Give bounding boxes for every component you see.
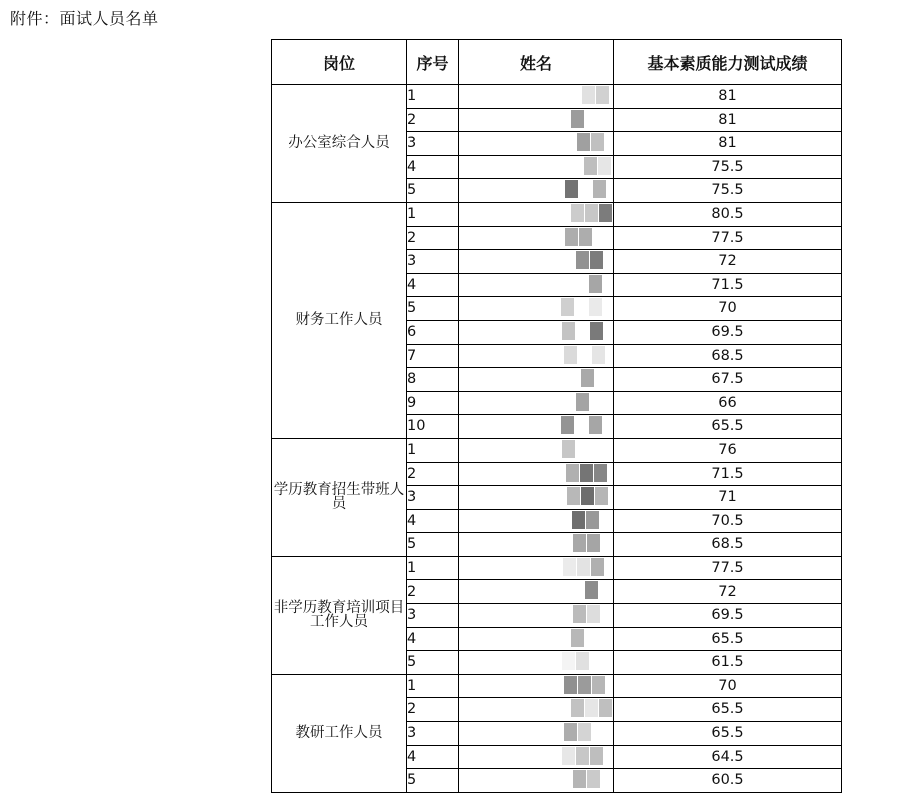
redacted-name-cell <box>459 674 614 698</box>
score-cell: 70 <box>614 674 842 698</box>
redacted-name-cell <box>459 627 614 651</box>
redacted-name-cell <box>459 509 614 533</box>
score-cell: 72 <box>614 250 842 274</box>
seq-cell: 5 <box>407 533 459 557</box>
score-cell: 61.5 <box>614 651 842 675</box>
pixelated-redaction <box>567 369 609 391</box>
pixelated-redaction <box>567 487 609 509</box>
seq-cell: 3 <box>407 722 459 746</box>
position-cell: 办公室综合人员 <box>272 85 407 203</box>
pixelated-redaction <box>561 275 603 297</box>
pixelated-redaction <box>573 534 613 556</box>
seq-cell: 5 <box>407 297 459 321</box>
score-cell: 71.5 <box>614 273 842 297</box>
redacted-name-cell <box>459 391 614 415</box>
score-cell: 75.5 <box>614 155 842 179</box>
seq-cell: 1 <box>407 556 459 580</box>
seq-cell: 4 <box>407 273 459 297</box>
pixelated-redaction <box>562 251 604 273</box>
table-body <box>272 85 842 793</box>
seq-cell: 3 <box>407 250 459 274</box>
seq-cell: 8 <box>407 368 459 392</box>
pixelated-redaction <box>571 110 613 132</box>
redacted-name-cell <box>459 179 614 203</box>
redacted-name-cell <box>459 344 614 368</box>
score-cell: 65.5 <box>614 698 842 722</box>
position-cell: 学历教育招生带班人员 <box>272 438 407 556</box>
redacted-name-cell <box>459 85 614 109</box>
seq-cell: 5 <box>407 769 459 793</box>
pixelated-redaction <box>572 511 613 533</box>
score-cell: 66 <box>614 391 842 415</box>
pixelated-redaction <box>564 723 606 745</box>
seq-cell: 10 <box>407 415 459 439</box>
redacted-name-cell <box>459 250 614 274</box>
pixelated-redaction <box>564 346 606 368</box>
score-cell: 71 <box>614 486 842 510</box>
pixelated-redaction <box>562 393 604 415</box>
seq-cell: 1 <box>407 674 459 698</box>
redacted-name-cell <box>459 226 614 250</box>
seq-cell: 4 <box>407 155 459 179</box>
seq-cell: 5 <box>407 651 459 675</box>
score-cell: 65.5 <box>614 627 842 651</box>
score-cell: 69.5 <box>614 320 842 344</box>
pixelated-redaction <box>571 699 613 721</box>
score-cell: 65.5 <box>614 415 842 439</box>
header-score: 基本素质能力测试成绩 <box>614 40 842 85</box>
table-header <box>272 40 842 85</box>
redacted-name-cell <box>459 533 614 557</box>
score-cell: 81 <box>614 85 842 109</box>
position-cell: 非学历教育培训项目工作人员 <box>272 556 407 674</box>
seq-cell: 2 <box>407 580 459 604</box>
redacted-name-cell <box>459 651 614 675</box>
redacted-name-cell <box>459 132 614 156</box>
redacted-name-cell <box>459 462 614 486</box>
seq-cell: 3 <box>407 604 459 628</box>
seq-cell: 5 <box>407 179 459 203</box>
redacted-name-cell <box>459 155 614 179</box>
redacted-name-cell <box>459 273 614 297</box>
pixelated-redaction <box>563 558 605 580</box>
redacted-name-cell <box>459 722 614 746</box>
score-cell: 81 <box>614 108 842 132</box>
pixelated-redaction <box>573 605 613 627</box>
redacted-name-cell <box>459 769 614 793</box>
redacted-name-cell <box>459 202 614 226</box>
pixelated-redaction <box>562 322 604 344</box>
seq-cell: 4 <box>407 627 459 651</box>
seq-cell: 2 <box>407 462 459 486</box>
table-row <box>272 674 842 698</box>
score-cell: 77.5 <box>614 556 842 580</box>
seq-cell: 3 <box>407 132 459 156</box>
score-cell: 60.5 <box>614 769 842 793</box>
table-row <box>272 556 842 580</box>
score-cell: 76 <box>614 438 842 462</box>
pixelated-redaction <box>564 676 606 698</box>
score-cell: 70.5 <box>614 509 842 533</box>
pixelated-redaction <box>561 416 603 438</box>
pixelated-redaction <box>563 133 605 155</box>
pixelated-redaction <box>565 180 607 202</box>
score-cell: 64.5 <box>614 745 842 769</box>
redacted-name-cell <box>459 556 614 580</box>
seq-cell: 4 <box>407 509 459 533</box>
pixelated-redaction <box>565 228 607 250</box>
redacted-name-cell <box>459 108 614 132</box>
score-cell: 70 <box>614 297 842 321</box>
score-cell: 67.5 <box>614 368 842 392</box>
header-position: 岗位 <box>272 40 407 85</box>
seq-cell: 3 <box>407 486 459 510</box>
score-cell: 75.5 <box>614 179 842 203</box>
score-cell: 71.5 <box>614 462 842 486</box>
redacted-name-cell <box>459 297 614 321</box>
header-row <box>272 40 842 85</box>
redacted-name-cell <box>459 415 614 439</box>
seq-cell: 1 <box>407 438 459 462</box>
pixelated-redaction <box>571 581 613 603</box>
redacted-name-cell <box>459 698 614 722</box>
pixelated-redaction <box>566 464 608 486</box>
table-row <box>272 202 842 226</box>
redacted-name-cell <box>459 320 614 344</box>
pixelated-redaction <box>573 770 613 792</box>
pixelated-redaction <box>562 652 604 674</box>
score-cell: 81 <box>614 132 842 156</box>
seq-cell: 1 <box>407 202 459 226</box>
seq-cell: 2 <box>407 108 459 132</box>
seq-cell: 9 <box>407 391 459 415</box>
seq-cell: 7 <box>407 344 459 368</box>
table-row <box>272 85 842 109</box>
score-cell: 68.5 <box>614 533 842 557</box>
redacted-name-cell <box>459 604 614 628</box>
score-cell: 65.5 <box>614 722 842 746</box>
pixelated-redaction <box>562 747 604 769</box>
pixelated-redaction <box>562 440 604 462</box>
redacted-name-cell <box>459 580 614 604</box>
header-name: 姓名 <box>459 40 614 85</box>
score-cell: 69.5 <box>614 604 842 628</box>
seq-cell: 6 <box>407 320 459 344</box>
seq-cell: 1 <box>407 85 459 109</box>
score-cell: 80.5 <box>614 202 842 226</box>
attachment-caption: 附件：面试人员名单 <box>10 9 159 28</box>
pixelated-redaction <box>561 298 603 320</box>
score-cell: 72 <box>614 580 842 604</box>
interviewee-table <box>271 39 842 793</box>
redacted-name-cell <box>459 745 614 769</box>
redacted-name-cell <box>459 486 614 510</box>
pixelated-redaction <box>570 157 612 179</box>
table-row <box>272 438 842 462</box>
pixelated-redaction <box>571 629 613 651</box>
score-cell: 77.5 <box>614 226 842 250</box>
seq-cell: 2 <box>407 698 459 722</box>
header-seq: 序号 <box>407 40 459 85</box>
score-cell: 68.5 <box>614 344 842 368</box>
seq-cell: 4 <box>407 745 459 769</box>
position-cell: 教研工作人员 <box>272 674 407 792</box>
pixelated-redaction <box>571 204 613 226</box>
redacted-name-cell <box>459 368 614 392</box>
redacted-name-cell <box>459 438 614 462</box>
pixelated-redaction <box>568 86 610 108</box>
seq-cell: 2 <box>407 226 459 250</box>
position-cell: 财务工作人员 <box>272 202 407 438</box>
